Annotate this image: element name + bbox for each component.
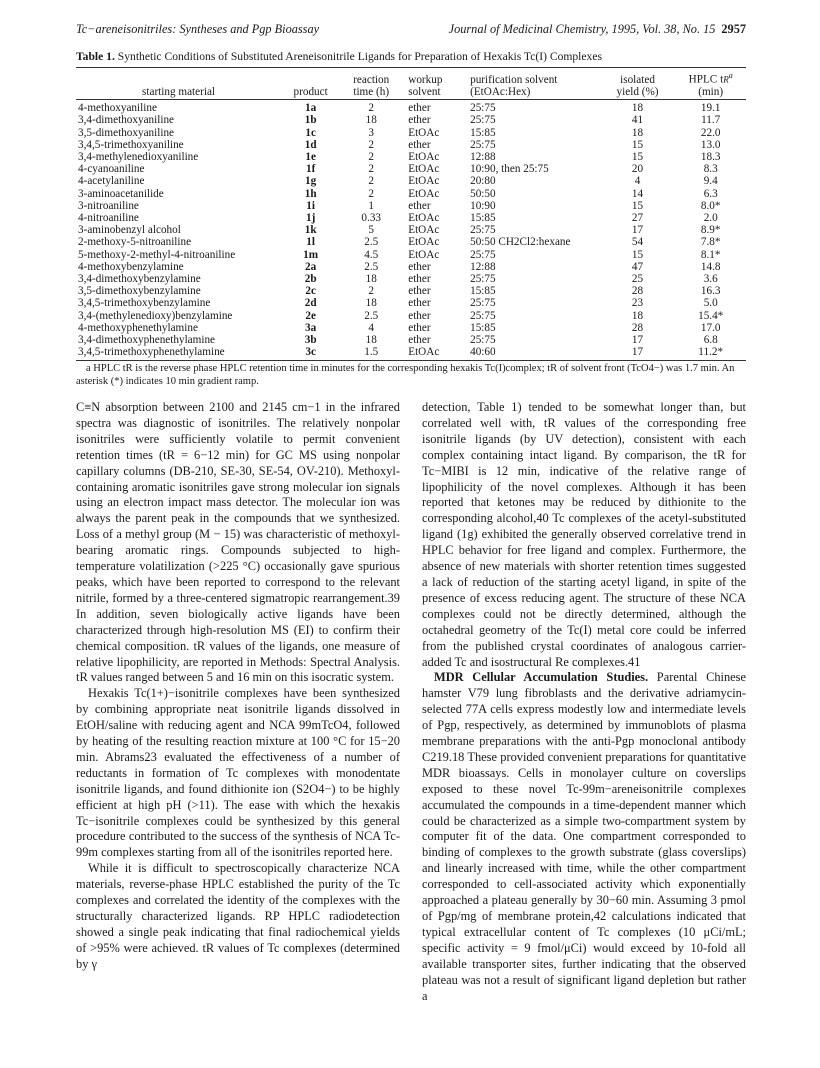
paragraph: While it is difficult to spectroscopically characterize NCA materials, reverse-phase HPLC established the purity of the Tc complexes and correlated the identity of the complexes with the structurally characterized ligands. RP HPLC radiodetection showed a single peak indicating that final radiochemical yields of >95% were achieved. tR values of Tc complexes (determined by γ (76, 861, 400, 971)
cell-product: 3a (305, 321, 317, 334)
table-row (76, 139, 746, 151)
cell-time: 2.5 (364, 236, 379, 249)
table-row (76, 285, 746, 297)
cell-material: 4-acetylaniline (78, 175, 145, 188)
header-purification: purification solvent (468, 68, 600, 86)
cell-workup: ether (408, 272, 431, 285)
cell-product: 2b (304, 272, 317, 285)
cell-purif: 12:88 (470, 260, 496, 273)
cell-product: 1g (305, 175, 317, 188)
table-row (76, 249, 746, 261)
table-row (76, 273, 746, 285)
cell-workup: EtOAc (408, 150, 440, 163)
table-header-row-1 (76, 68, 746, 86)
cell-purif: 40:60 (468, 346, 600, 361)
cell-purif: 25:75 (470, 114, 496, 127)
paragraph: detection, Table 1) tended to be somewhat longer than, but correlated well with, tR values of the corresponding free isonitrile ligands (by UV detection), consistent with each complex containing intact ligand. By comparison, the tR for Tc−MIBI is 12 min, indicative of the relative range of lipophilicity of the novel complexes. Although it has been reported that ketones may be reduced by dithionite to the corresponding alcohol,40 Tc complexes of the acetyl-substituted ligand (1g) exhibited the generally observed correlative trend in HPLC behavior for free ligand and complex. Furthermore, the absence of new materials with shorter retention times suggested a lack of reduction of the starting acetyl ligand, in spite of the presence of excess reducing agent. The structure of these NCA complexes could not be directly determined, although the octahedral geometry of the Tc(I) metal core could be inferred from the published crystal coordinates of analogous carrier-added Tc and isostructural Re complexes.41 (422, 400, 746, 669)
table-row (76, 100, 746, 115)
table-row (76, 127, 746, 139)
cell-time: 1.5 (340, 346, 402, 361)
cell-material: 4-methoxyaniline (78, 102, 157, 115)
cell-workup: ether (408, 138, 431, 151)
cell-yield: 18 (631, 126, 644, 139)
cell-workup: EtOAc (408, 163, 440, 176)
cell-hplc: 17.0 (700, 321, 721, 334)
cell-material: 3-aminoacetanilide (78, 187, 164, 200)
header-yield: yield (%) (600, 86, 676, 100)
cell-hplc: 6.8 (703, 334, 718, 346)
cell-time: 2 (368, 175, 375, 188)
header-hplc (675, 68, 746, 86)
running-header (76, 22, 746, 38)
cell-product: 3c (281, 346, 340, 361)
cell-product: 1d (304, 138, 317, 151)
header-hplc-text: HPLC t (688, 73, 724, 86)
cell-product: 1f (305, 163, 316, 176)
cell-purif: 25:75 (470, 309, 496, 322)
cell-workup: ether (408, 114, 431, 127)
table-row (76, 346, 746, 361)
header-hplc-sub: R (723, 74, 729, 85)
cell-yield: 15 (631, 138, 644, 151)
cell-material: 3,4-methylenedioxyaniline (78, 150, 199, 163)
table-row (76, 163, 746, 175)
cell-product: 2d (304, 297, 317, 310)
table-row (76, 261, 746, 273)
cell-yield: 4 (634, 175, 641, 188)
cell-product: 1m (303, 248, 319, 261)
cell-time: 2.5 (364, 260, 379, 273)
cell-yield: 17 (631, 334, 644, 346)
table-row (76, 236, 746, 248)
table-row (76, 212, 746, 224)
cell-material: 3,4,5-trimethoxyaniline (78, 138, 184, 151)
table-body (76, 100, 746, 361)
cell-hplc: 11.7 (701, 114, 721, 127)
cell-yield: 54 (631, 236, 644, 249)
text-column-right (422, 400, 746, 1004)
header-min: (min) (675, 86, 746, 100)
table-header-row-2 (76, 86, 746, 100)
cell-purif: 10:90, then 25:75 (470, 163, 549, 176)
cell-hplc: 8.9* (700, 224, 721, 237)
cell-product: 1a (305, 102, 317, 115)
header-isolated: isolated (600, 68, 676, 86)
section-heading: MDR Cellular Accumulation Studies. (434, 670, 649, 685)
table-row (76, 114, 746, 126)
cell-time: 18 (365, 272, 377, 285)
table-footnote: a HPLC tR is the reverse phase HPLC retention time in minutes for the corresponding hexakis Tc(I)complex; tR of solvent front (TcO4−) was 1.7 min. An asterisk (*) indicates 10 min gradient ramp. (76, 363, 735, 387)
table-row (76, 334, 746, 346)
header-hplc-sup: a (728, 71, 733, 80)
cell-hplc: 5.0 (703, 297, 718, 310)
cell-material: 3,4-dimethoxyphenethylamine (78, 334, 216, 346)
cell-material: 3,5-dimethoxybenzylamine (78, 285, 201, 298)
cell-material: 3-nitroaniline (78, 199, 139, 212)
journal-citation: Journal of Medicinal Chemistry, 1995, Vol. 38, No. 15 (448, 22, 716, 36)
cell-hplc: 18.3 (700, 150, 721, 163)
cell-time: 5 (368, 224, 375, 237)
cell-purif: 15:85 (470, 211, 496, 224)
cell-product: 1i (306, 199, 315, 212)
cell-material: 3,5-dimethoxyaniline (78, 126, 175, 139)
cell-hplc: 15.4* (698, 309, 724, 322)
cell-workup: EtOAc (408, 187, 440, 200)
cell-yield: 18 (631, 102, 644, 115)
cell-workup: ether (408, 285, 431, 298)
cell-material: 3,4-(methylenedioxy)benzylamine (78, 309, 233, 322)
cell-product: 1j (305, 211, 316, 224)
cell-hplc: 8.3 (703, 163, 718, 176)
cell-purif: 50:50 CH2Cl2:hexane (470, 236, 571, 249)
cell-yield: 18 (631, 309, 644, 322)
table-label: Table 1. (76, 50, 115, 63)
cell-purif: 25:75 (470, 297, 496, 310)
cell-material: 3-aminobenzyl alcohol (78, 224, 181, 237)
cell-material: 4-nitroaniline (78, 211, 139, 224)
cell-hplc: 9.4 (703, 175, 718, 188)
table-caption-text: Synthetic Conditions of Substituted Areneisonitrile Ligands for Preparation of Hexakis Tc(I) Complexes (117, 50, 603, 63)
cell-time: 2 (368, 102, 375, 115)
cell-purif: 15:85 (470, 126, 496, 139)
paragraph: C≡N absorption between 2100 and 2145 cm−1 in the infrared spectra was diagnostic of isonitriles. The relatively nonpolar isonitriles were sufficiently volatile to permit convenient retention times (tR = 6−12 min) for GC MS using nonpolar capillary columns (DB-210, SE-30, SE-54, OV-210). Methoxyl-containing aromatic isonitriles gave strong molecular ion signals using an electron impact mass detector. The molecular ion was always the parent peak in the compounds that we synthesized. Loss of a methyl group (M − 15) was characteristic of methoxyl-bearing aromatic rings. Compounds subjected to high-temperature volatilization (>225 °C) occasionally gave spurious peaks, which have been reported to correspond to the relevant nitrile, formed by a three-centered sigmatropic rearrangement.39 In addition, seven biologically active ligands have been characterized through high-resolution MS (EI) to confirm their chemical composition. tR values of the ligands, one measure of relative lipophilicity, are reported in Methods: Spectral Analysis. tR values ranged between 5 and 16 min on this isocratic system. (76, 400, 400, 685)
header-reaction: reaction (340, 68, 402, 86)
cell-workup: EtOAc (408, 126, 440, 139)
cell-material: 3,4,5-trimethoxybenzylamine (78, 297, 211, 310)
cell-time: 18 (365, 297, 377, 310)
cell-workup: EtOAc (408, 248, 440, 261)
cell-yield: 17 (600, 346, 676, 361)
cell-workup: EtOAc (408, 236, 440, 249)
cell-product: 1e (305, 150, 316, 163)
cell-product: 2c (305, 285, 316, 298)
table-row (76, 297, 746, 309)
cell-hplc: 8.1* (700, 248, 721, 261)
cell-time: 2 (368, 163, 375, 176)
cell-hplc: 11.2* (675, 346, 746, 361)
cell-yield: 20 (631, 163, 644, 176)
header-time: time (h) (340, 86, 402, 100)
cell-time: 18 (365, 334, 377, 346)
table-row (76, 151, 746, 163)
cell-purif: 12:88 (470, 150, 496, 163)
cell-hplc: 16.3 (700, 285, 721, 298)
header-solvent: solvent (402, 86, 468, 100)
cell-yield: 25 (631, 272, 644, 285)
cell-workup: EtOAc (402, 346, 468, 361)
cell-yield: 14 (631, 187, 644, 200)
cell-hplc: 13.0 (700, 138, 721, 151)
cell-purif: 25:75 (470, 272, 496, 285)
cell-time: 1 (368, 199, 375, 212)
cell-hplc: 7.8* (700, 236, 721, 249)
cell-purif: 25:75 (470, 248, 496, 261)
table-row (76, 310, 746, 322)
cell-yield: 15 (631, 150, 644, 163)
cell-time: 4 (368, 321, 375, 334)
cell-yield: 23 (631, 297, 644, 310)
cell-material: 3,4-dimethoxybenzylamine (78, 272, 201, 285)
table-caption (76, 50, 746, 63)
cell-time: 2.5 (364, 309, 379, 322)
cell-yield: 27 (631, 211, 644, 224)
cell-time: 18 (365, 114, 377, 127)
table-row (76, 200, 746, 212)
cell-time: 2 (368, 150, 375, 163)
cell-yield: 17 (631, 224, 644, 237)
text-column-left (76, 400, 400, 973)
header-workup: workup (402, 68, 468, 86)
cell-purif: 25:75 (470, 138, 496, 151)
cell-purif: 15:85 (470, 321, 496, 334)
header-title: Tc−areneisonitriles: Syntheses and Pgp Bioassay (76, 22, 320, 36)
cell-workup: ether (408, 309, 431, 322)
cell-hplc: 3.6 (703, 272, 718, 285)
table-row (76, 224, 746, 236)
cell-time: 2 (368, 285, 375, 298)
cell-product: 1c (305, 126, 316, 139)
cell-product: 2a (305, 260, 317, 273)
cell-yield: 47 (631, 260, 644, 273)
cell-workup: ether (408, 334, 431, 346)
cell-purif: 50:50 (470, 187, 496, 200)
cell-workup: ether (408, 260, 431, 273)
cell-material: 4-methoxybenzylamine (78, 260, 184, 273)
cell-hplc: 6.3 (703, 187, 718, 200)
cell-workup: EtOAc (408, 175, 440, 188)
header-journal (449, 22, 746, 37)
cell-material: 4-cyanoaniline (78, 163, 145, 176)
cell-time: 4.5 (364, 248, 379, 261)
cell-purif: 10:90 (470, 199, 496, 212)
cell-purif: 25:75 (470, 224, 496, 237)
synthesis-table (76, 67, 746, 361)
cell-time: 2 (368, 187, 375, 200)
cell-hplc: 2.0 (703, 211, 718, 224)
cell-time: 2 (368, 138, 375, 151)
table-row (76, 188, 746, 200)
cell-hplc: 19.1 (700, 102, 721, 115)
cell-workup: ether (408, 297, 431, 310)
header-starting-material: starting material (76, 86, 281, 100)
cell-product: 1k (304, 224, 317, 237)
cell-yield: 15 (631, 248, 644, 261)
cell-product: 1l (306, 236, 315, 249)
cell-workup: ether (408, 102, 431, 115)
cell-yield: 15 (631, 199, 644, 212)
cell-time: 3 (368, 126, 375, 139)
cell-material: 2-methoxy-5-nitroaniline (78, 236, 192, 249)
cell-product: 1h (304, 187, 317, 200)
paragraph-text: Parental Chinese hamster V79 lung fibroblasts and the derivative adriamycin-selected 77A cells express modestly low and intermediate levels of Pgp, respectively, as determined by immunoblots of plasma membrane preparations with the anti-Pgp monoclonal antibody C219.18 These provided convenient preparations for quantitative MDR bioassays. Cells in monolayer culture on coverslips exposed to these novel Tc-99m−areneisonitrile complexes accumulated the compounds in a time-dependent manner which could be characterized as a simple two-compartment system by computer fit of the data. One compartment corresponded to binding of complexes to the growth substrate (glass coverslips) and linearly increased with time, while the other compartment corresponded to cell-associated activity which exponentially approached a plateau generally by 30−60 min. Assuming 3 pmol of Pgp/mg of membrane protein,42 calculations indicated that typical extracellular content of Tc complexes (10 μCi/mL; specific activity = 9 fmol/μCi) would exceed by 10-fold all available transporter sites, further indicating that the observed plateau was not a result of significant ligand depletion but rather a (422, 670, 746, 1003)
cell-material: 5-methoxy-2-methyl-4-nitroaniline (78, 248, 236, 261)
cell-product: 3b (304, 334, 317, 346)
cell-workup: ether (408, 199, 431, 212)
paragraph (422, 670, 746, 1004)
paragraph: Hexakis Tc(1+)−isonitrile complexes have been synthesized by combining appropriate neat isonitrile ligands dissolved in EtOH/saline with reducing agent and NCA 99mTcO4, followed by heating of the resulting reaction mixture at 100 °C for 15−20 min. Abrams23 evaluated the effectiveness of a number of reductants in formation of Tc complexes with monodentate isonitrile ligands, and found dithionite ion (S2O4−) to be highly efficient at high pH (>11). The ease with which the hexakis Tc−isonitrile complexes could be synthesized by this general procedure contributed to the success of the synthesis of NCA Tc-99m complexes starting from all of the isonitriles reported here. (76, 686, 400, 860)
cell-hplc: 22.0 (700, 126, 721, 139)
cell-workup: EtOAc (408, 211, 440, 224)
cell-material: 4-methoxyphenethylamine (78, 321, 198, 334)
cell-material: 3,4-dimethoxyaniline (78, 114, 175, 127)
cell-product: 1b (304, 114, 317, 127)
cell-yield: 41 (631, 114, 644, 127)
cell-material: 3,4,5-trimethoxyphenethylamine (76, 346, 281, 361)
cell-workup: EtOAc (408, 224, 440, 237)
cell-hplc: 14.8 (700, 260, 721, 273)
cell-purif: 20:80 (470, 175, 496, 188)
cell-purif: 15:85 (470, 285, 496, 298)
cell-yield: 28 (631, 321, 644, 334)
cell-purif: 25:75 (470, 102, 496, 115)
page-number: 2957 (721, 22, 746, 36)
cell-product: 2e (305, 309, 316, 322)
table-row (76, 322, 746, 334)
cell-purif: 25:75 (470, 334, 496, 346)
cell-yield: 28 (631, 285, 644, 298)
table-row (76, 175, 746, 187)
cell-workup: ether (408, 321, 431, 334)
header-product: product (281, 86, 340, 100)
header-ratio: (EtOAc:Hex) (468, 86, 600, 100)
cell-hplc: 8.0* (700, 199, 721, 212)
cell-time: 0.33 (361, 211, 381, 224)
